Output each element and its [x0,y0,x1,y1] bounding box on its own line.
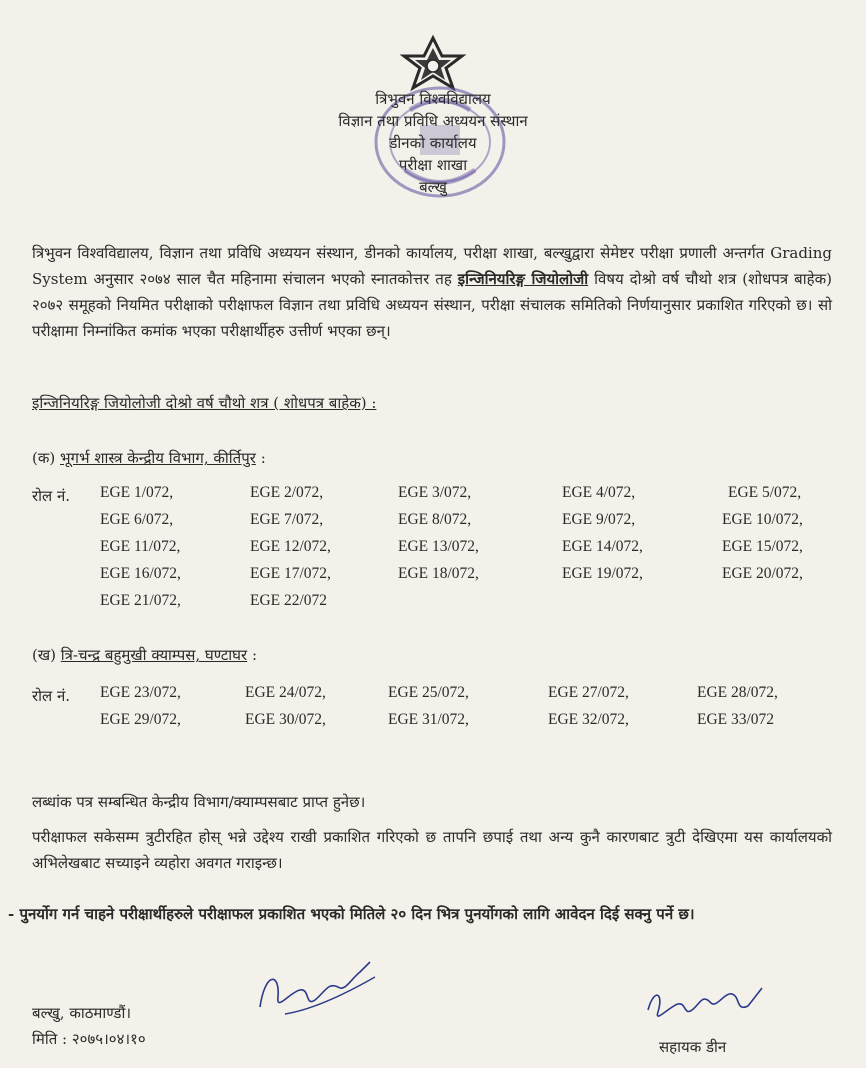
group-a-prefix: (क) [32,449,56,467]
letterhead [0,88,866,198]
roll-number: EGE 33/072 [697,711,775,728]
letterhead-institute: विज्ञान तथा प्रविधि अध्ययन संस्थान [338,112,528,130]
roll-number: EGE 16/072, [100,565,181,582]
roll-number: EGE 3/072, [398,484,472,501]
group-b-name: त्रि-चन्द्र बहुमुखी क्याम्पस, घण्टाघर [60,646,248,664]
roll-number: EGE 10/072, [722,511,803,528]
group-a-heading [32,448,266,468]
group-a-suffix: : [260,449,266,467]
roll-number: EGE 4/072, [562,484,636,501]
errors-note: परीक्षाफल सकेसम्म त्रुटीरहित होस् भन्ने उद्देश्य राखी प्रकाशित गरिएको छ तापनि छपाई तथा अन्य कुनै कारणबाट त्रुटी देखिएमा यस कार्यालयको अभिलेखबाट सच्याइने व्यहोरा अवगत गराइन्छ। [32,828,832,872]
letterhead-location: बल्खु [419,178,447,196]
group-b-suffix: : [251,646,258,664]
roll-number: EGE 15/072, [722,538,803,555]
roll-number: EGE 5/072, [728,484,802,501]
roll-number: EGE 25/072, [388,684,469,701]
handwritten-signature-left [250,952,390,1027]
roll-number: EGE 12/072, [250,538,331,555]
group-b-roll-label: रोल नं. [32,687,71,705]
group-b-heading [32,645,257,665]
roll-number: EGE 8/072, [398,511,472,528]
roll-number: EGE 18/072, [398,565,479,582]
roll-number: EGE 24/072, [245,684,326,701]
roll-number: EGE 32/072, [548,711,629,728]
intro-text-part1: त्रिभुवन विश्वविद्यालय, विज्ञान तथा प्रविधि अध्ययन संस्थान, डीनको कार्यालय, परीक्षा शाखा, बल्खुद्वारा सेमेष्टर परीक्षा प्रणाली अन्तर्गत Grading System अनुसार २०७४ साल चैत महिनामा संचालन भएको स्नातकोत्तर तह [32,244,832,288]
roll-number: EGE 27/072, [548,684,629,701]
roll-number: EGE 21/072, [100,592,181,609]
roll-number: EGE 22/072 [250,592,328,609]
roll-number: EGE 2/072, [250,484,324,501]
footer-signatory: सहायक डीन [659,1038,727,1056]
footer-place: बल्खु, काठमाण्डौं। [32,1004,132,1022]
retotal-note: - पुनर्योग गर्न चाहने परीक्षार्थीहरुले परीक्षाफल प्रकाशित भएको मितिले २० दिन भित्र पुनर्योगको लागि आवेदन दिई सक्नु पर्ने छ। [8,905,695,923]
roll-number: EGE 31/072, [388,711,469,728]
intro-subject: इन्जिनियरिङ्ग जियोलोजी [457,270,589,288]
handwritten-signature-right [640,980,770,1030]
letterhead-section: परीक्षा शाखा [398,156,468,174]
roll-number: EGE 28/072, [697,684,778,701]
section-title [32,393,376,413]
roll-number: EGE 6/072, [100,511,174,528]
roll-number: EGE 20/072, [722,565,803,582]
roll-number: EGE 17/072, [250,565,331,582]
roll-number: EGE 9/072, [562,511,636,528]
group-b-prefix: (ख) [32,646,56,664]
letterhead-office: डीनको कार्यालय [389,134,477,152]
intro-text-part2: विषय दोश्रो वर्ष चौथो शत्र (शोधपत्र बाहेक) २०७२ समूहको नियमित परीक्षाको परीक्षाफल विज्ञान तथा प्रविधि अध्ययन संस्थान, परीक्षा संचालक समितिको निर्णयानुसार प्रकाशित गरिएको छ। सो परीक्षामा निम्नांकित कमांक भएका परीक्षार्थीहरु उत्तीर्ण भएका छन्। [32,270,832,340]
roll-number: EGE 30/072, [245,711,326,728]
section-title-text: इन्जिनियरिङ्ग जियोलोजी दोश्रो वर्ष चौथो शत्र ( शोधपत्र बाहेक) : [32,394,377,412]
roll-number: EGE 11/072, [100,538,181,555]
intro-paragraph [32,240,832,344]
roll-number: EGE 13/072, [398,538,479,555]
roll-number: EGE 1/072, [100,484,174,501]
group-a-roll-label: रोल नं. [32,487,71,505]
letterhead-university: त्रिभुवन विश्वविद्यालय [375,90,491,108]
roll-number: EGE 7/072, [250,511,324,528]
group-a-name: भूगर्भ शास्त्र केन्द्रीय विभाग, कीर्तिपुर [60,449,256,467]
roll-number: EGE 19/072, [562,565,643,582]
roll-number: EGE 29/072, [100,711,181,728]
roll-number: EGE 23/072, [100,684,181,701]
roll-number: EGE 14/072, [562,538,643,555]
footer-date: मिति : २०७५।०४।१० [32,1030,146,1048]
marksheet-note: लब्धांक पत्र सम्बन्धित केन्द्रीय विभाग/क्याम्पसबाट प्राप्त हुनेछ। [32,793,366,811]
